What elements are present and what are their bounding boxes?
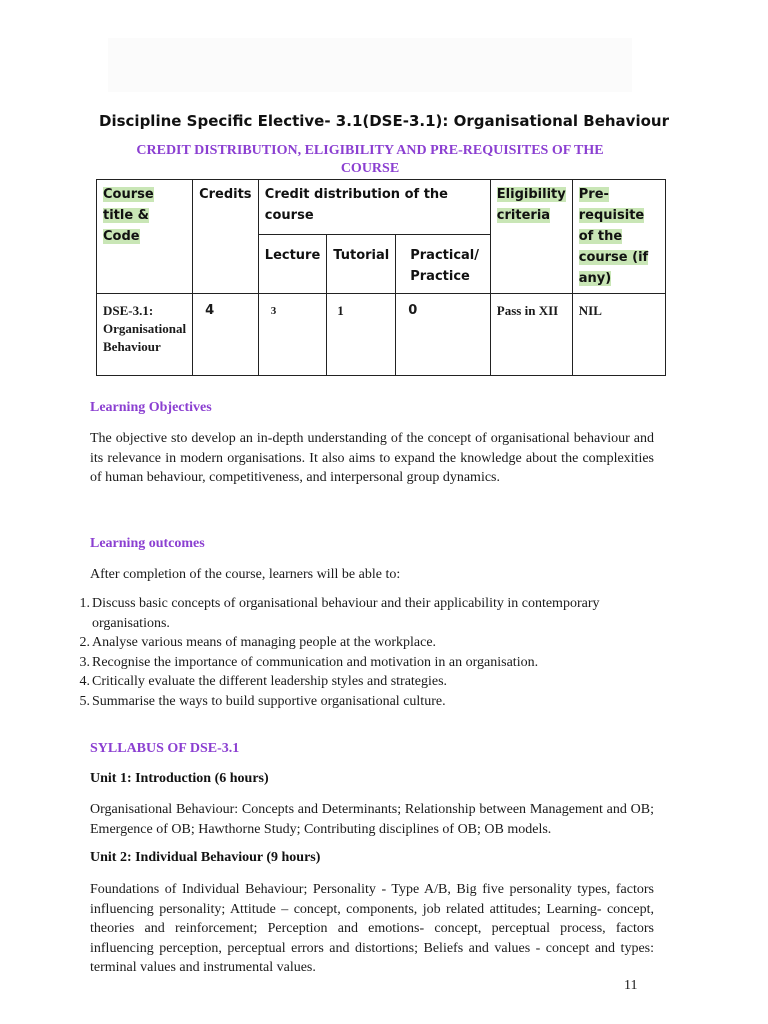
list-item: 5. Summarise the ways to build supportive organisational culture. [79,693,446,709]
header-lecture: Lecture [258,235,327,294]
header-practical: Practical/ Practice [396,235,491,294]
header-prereq: Pre-requisite of the course (if any) [572,180,665,294]
cell-eligibility: Pass in XII [490,294,572,376]
header-tutorial: Tutorial [327,235,396,294]
cell-credits: 4 [193,294,259,376]
header-distribution: Credit distribution of the course [258,180,490,235]
page-number: 11 [624,978,638,993]
learning-outcomes-heading: Learning outcomes [90,536,205,551]
list-item: 2. Analyse various means of managing people at the workplace. [79,635,437,650]
page-title: Discipline Specific Elective- 3.1(DSE-3.1): Organisational Behaviour [99,112,669,130]
cell-lecture: 3 [258,294,327,376]
list-item: 1. Discuss basic concepts of organisational behaviour and their applicability in contemporary organisations. [79,596,600,631]
unit-2-title: Unit 2: Individual Behaviour (9 hours) [90,850,321,865]
table-header-row [97,180,666,235]
learning-objectives-text: The objective sto develop an in-depth understanding of the concept of organisational behaviour and its relevance in modern organisations. It also aims to expand the knowledge about the complexities of human behaviour, competitiveness, and interpersonal group dynamics. [90,431,654,485]
unit-1-title: Unit 1: Introduction (6 hours) [90,771,269,786]
unit-1-text: Organisational Behaviour: Concepts and Determinants; Relationship between Management and OB; Emergence of OB; Hawthorne Study; Contributing disciplines of OB; OB models. [90,802,654,837]
header-band [108,38,632,92]
cell-practical: 0 [396,294,491,376]
list-item: 3. Recognise the importance of communication and motivation in an organisation. [79,654,539,670]
credit-distribution-table [96,179,666,376]
header-credits: Credits [193,180,259,294]
cell-tutorial: 1 [327,294,396,376]
header-course: Course title & Code [97,180,193,294]
table-row [97,294,666,376]
syllabus-heading: SYLLABUS OF DSE-3.1 [90,741,240,756]
header-eligibility: Eligibility criteria [490,180,572,294]
learning-outcomes-list [60,594,680,711]
cell-course: DSE-3.1: Organisational Behaviour [97,294,193,376]
list-item: 4. Critically evaluate the different leadership styles and strategies. [79,674,448,689]
learning-outcomes-intro: After completion of the course, learners will be able to: [90,567,401,582]
cell-prereq: NIL [572,294,665,376]
table-caption: CREDIT DISTRIBUTION, ELIGIBILITY AND PRE-REQUISITES OF THE COURSE [136,143,604,176]
unit-2-text: Foundations of Individual Behaviour; Personality - Type A/B, Big five personality types, factors influencing personality; Attitude – concept, components, job related attitudes; Learning- concept, theories and reinforcement; Perception and emotions- concept, perceptual process, factors influencing perception, perceptual errors and distortions; Beliefs and values - concept and types: terminal values and instrumental values. [90,882,654,975]
learning-objectives-heading: Learning Objectives [90,400,212,415]
